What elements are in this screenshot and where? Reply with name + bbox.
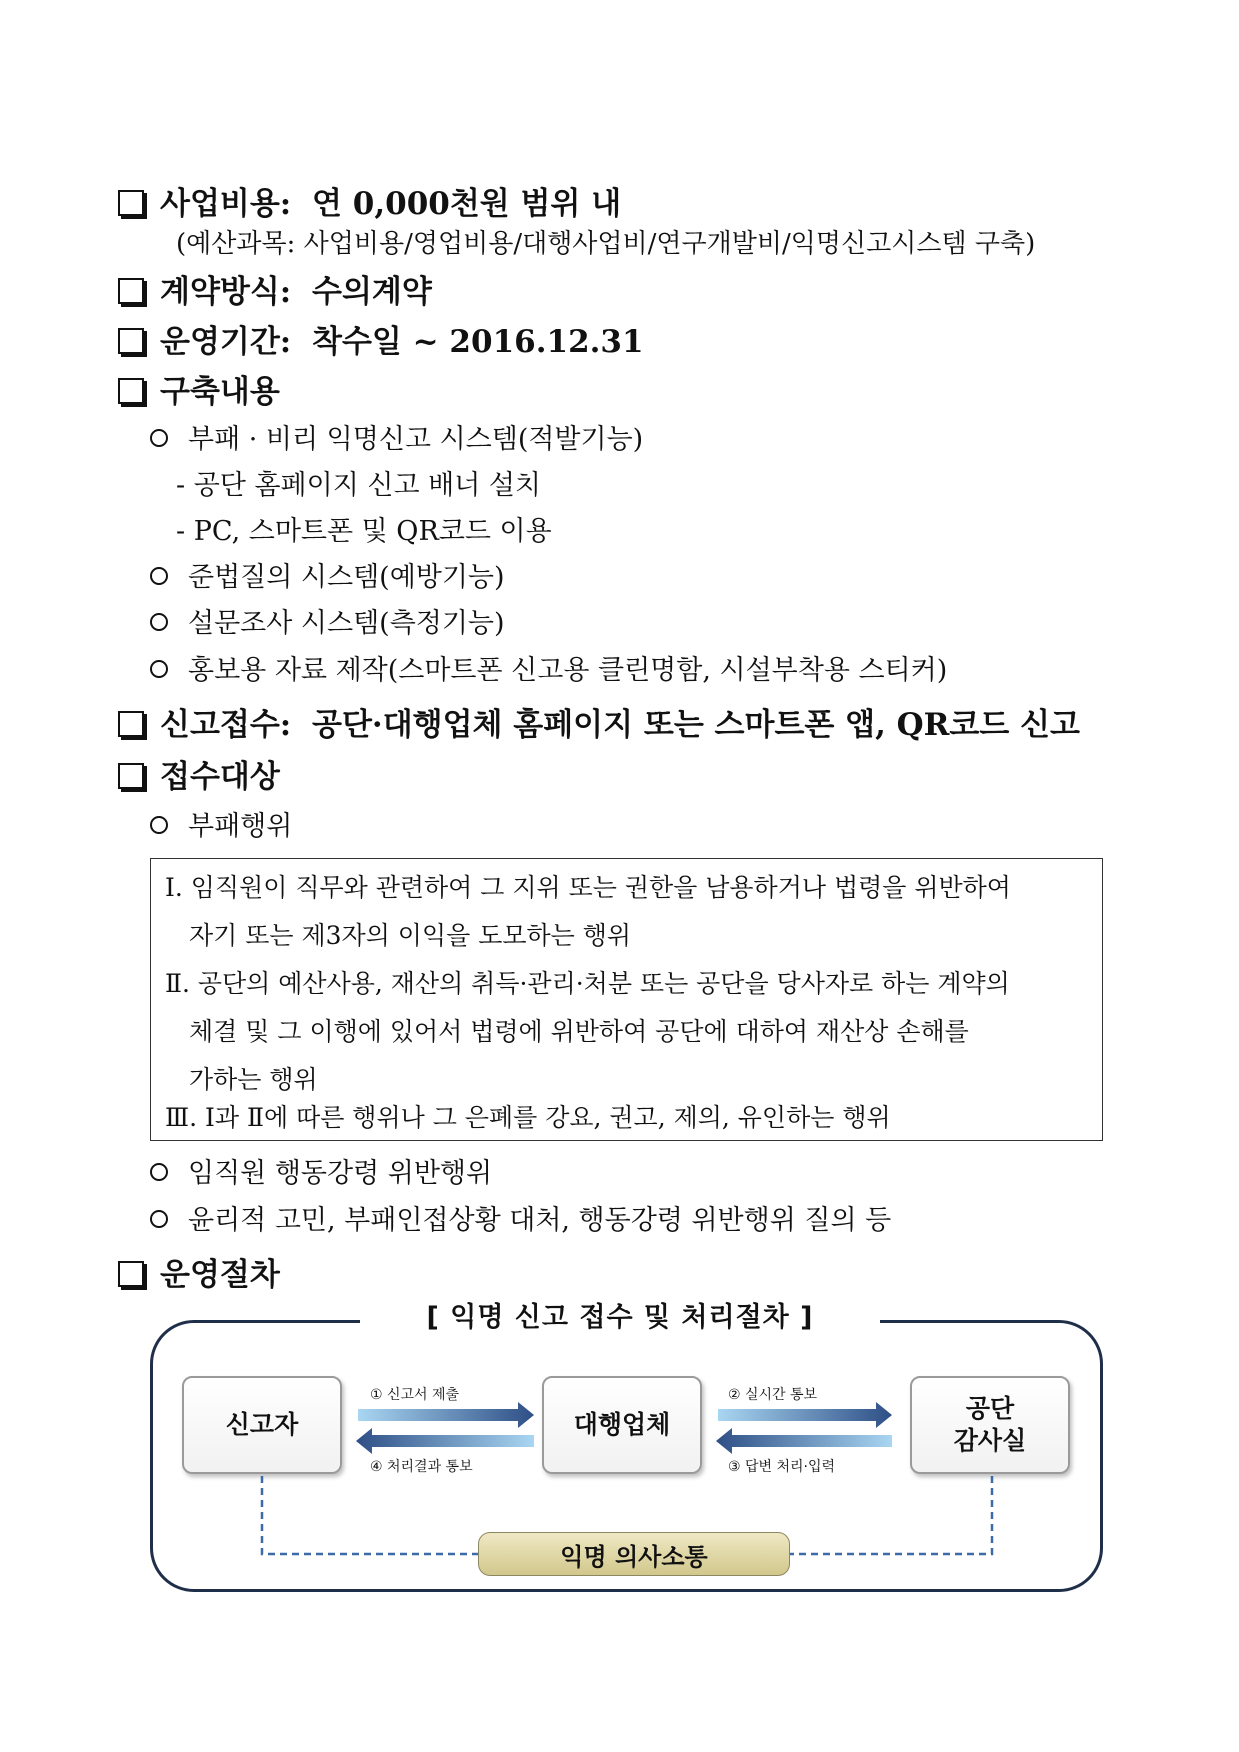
heading-content-label: 구축내용 [160,374,280,410]
heading-targets-label: 접수대상 [160,759,280,795]
node-audit-line1: 공단 [965,1394,1015,1423]
targets-item: 윤리적 고민, 부패인접상황 대처, 행동강령 위반행위 질의 등 [150,1202,891,1240]
definition-line: Ⅱ. 공단의 예산사용, 재산의 취득·관리·처분 또는 공단을 당사자로 하는 계약의 [165,969,1010,998]
content-item: 홍보용 자료 제작(스마트폰 신고용 클린명함, 시설부착용 스티커) [150,652,947,690]
diagram-title: [ 익명 신고 접수 및 처리절차 ] [360,1300,880,1336]
dashed-connector-left [262,1476,478,1554]
heading-contract-label: 계약방식: [160,274,292,310]
definition-line: Ⅲ. Ⅰ과 Ⅱ에 따른 행위나 그 은폐를 강요, 권고, 제의, 유인하는 행위 [165,1103,891,1132]
definition-line: 자기 또는 제3자의 이익을 도모하는 행위 [189,921,632,950]
heading-period-label: 운영기간: [160,324,292,360]
arrow-label-result: ④ 처리결과 통보 [370,1459,473,1475]
content-subitem: - PC, 스마트폰 및 QR코드 이용 [176,516,552,547]
node-audit-line2: 감사실 [953,1426,1027,1455]
definition-line: 체결 및 그 이행에 있어서 법령에 위반하여 공단에 대하여 재산상 손해를 [189,1017,969,1046]
anonymous-communication-bar: 익명 의사소통 [478,1532,790,1576]
heading-contract-value: 수의계약 [312,274,432,310]
definition-line: 가하는 행위 [189,1065,318,1094]
heading-period-value: 착수일 ~ 2016.12.31 [312,324,644,360]
arrow-left-icon [356,1428,534,1454]
content-item: 준법질의 시스템(예방기능) [150,559,505,597]
arrow-left-icon [716,1428,892,1454]
heading-receipt-value: 공단·대행업체 홈페이지 또는 스마트폰 앱, QR코드 신고 [312,707,1081,743]
arrow-label-notify: ② 실시간 통보 [728,1387,818,1403]
arrow-right-icon [718,1402,892,1428]
definition-line: Ⅰ. 임직원이 직무와 관련하여 그 지위 또는 권한을 남용하거나 법령을 위반하여 [165,873,1011,902]
content-subitem: - 공단 홈페이지 신고 배너 설치 [176,470,542,501]
arrow-label-submit: ① 신고서 제출 [370,1387,460,1403]
cost-note: (예산과목: 사업비용/영업비용/대행사업비/연구개발비/익명신고시스템 구축) [176,229,1036,259]
content-item: 부패 · 비리 익명신고 시스템(적발기능) [150,421,643,459]
node-agency: 대행업체 [542,1376,702,1474]
heading-cost-label: 사업비용: [160,186,292,222]
heading-cost-value: 연 0,000천원 범위 내 [312,186,622,222]
node-reporter: 신고자 [182,1376,342,1474]
targets-item: 임직원 행동강령 위반행위 [150,1155,492,1193]
heading-procedure-label: 운영절차 [160,1257,280,1293]
targets-item: 부패행위 [150,808,292,846]
heading-receipt-label: 신고접수: [160,707,292,743]
arrow-label-answer: ③ 답변 처리·입력 [728,1459,836,1475]
dashed-connector-right [790,1476,992,1554]
arrow-right-icon [358,1402,534,1428]
content-item: 설문조사 시스템(측정기능) [150,605,505,643]
